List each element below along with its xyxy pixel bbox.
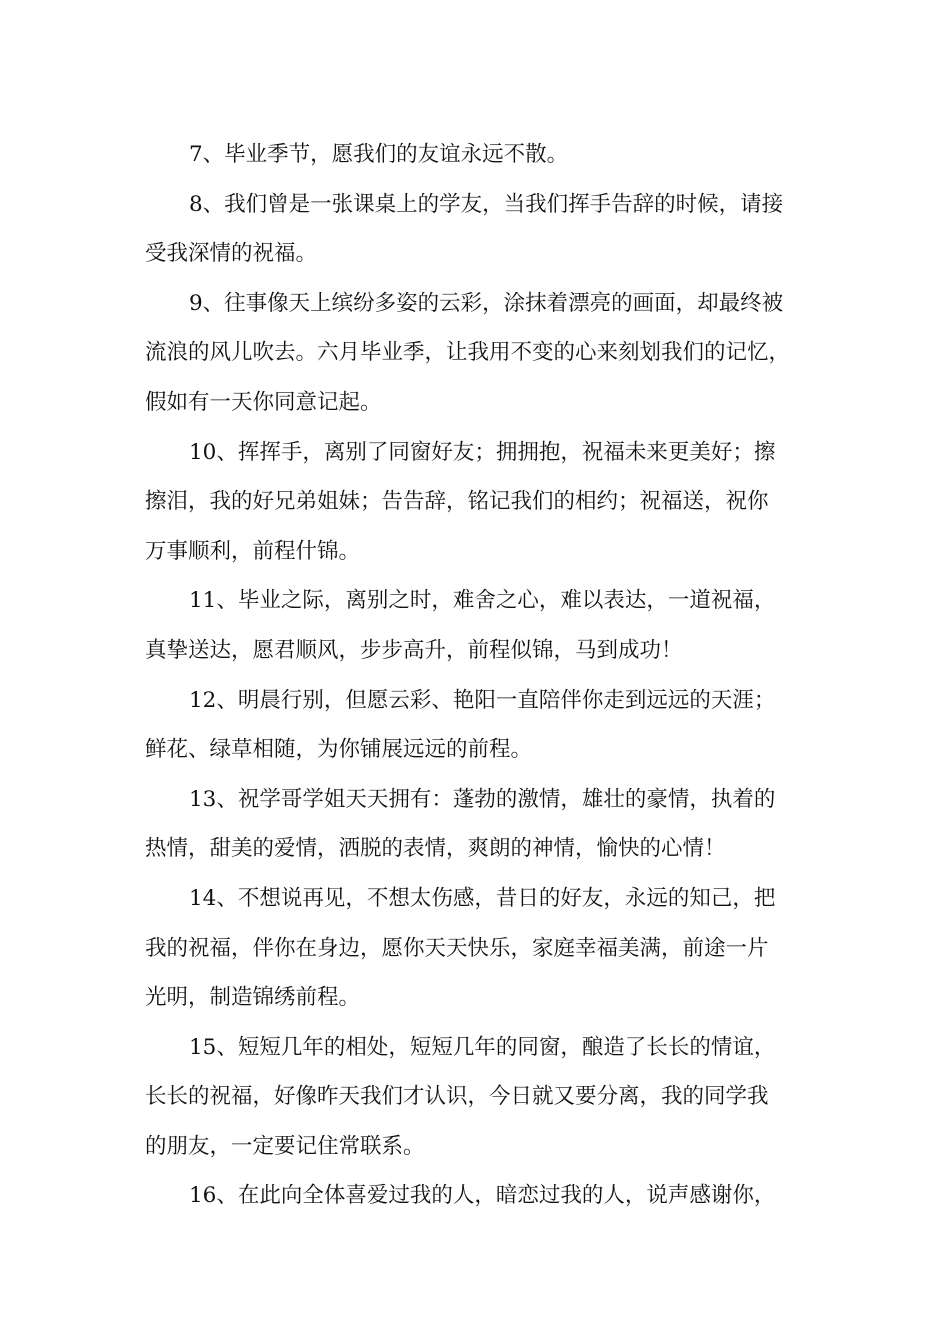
paragraph-7: 7、毕业季节，愿我们的友谊永远不散。: [189, 142, 569, 167]
paragraph-8: 8、我们曾是一张课桌上的学友，当我们挥手告辞的时候，请接 受我深情的祝福。: [145, 191, 784, 267]
document-body: [145, 130, 807, 1221]
paragraph-15: 15、短短几年的相处，短短几年的同窗，酿造了长长的情谊， 长长的祝福，好像昨天我们才认识，今日就又要分离，我的同学我 的朋友，一定要记住常联系。: [145, 1034, 776, 1159]
paragraph-9: 9、往事像天上缤纷多姿的云彩，涂抹着漂亮的画面，却最终被 流浪的风儿吹去。六月毕业季，让我用不变的心来刻划我们的记忆， 假如有一天你同意记起。: [145, 290, 791, 415]
paragraph-16: 16、在此向全体喜爱过我的人，暗恋过我的人，说声感谢你，: [189, 1183, 776, 1209]
paragraph-10: 10、挥挥手，离别了同窗好友；拥拥抱，祝福未来更美好；擦 擦泪，我的好兄弟姐妹；告告辞，铭记我们的相约；祝福送，祝你 万事顺利，前程什锦。: [145, 439, 776, 564]
paragraph-14: 14、不想说再见，不想太伤感，昔日的好友，永远的知己，把 我的祝福，伴你在身边，愿你天天快乐，家庭幸福美满，前途一片 光明，制造锦绣前程。: [145, 885, 776, 1011]
paragraph-11: 11、毕业之际，离别之时，难舍之心，难以表达，一道祝福， 真挚送达，愿君顺风，步步高升，前程似锦，马到成功！: [145, 588, 776, 663]
paragraph-13: 13、祝学哥学姐天天拥有：蓬勃的激情，雄壮的豪情，执着的 热情，甜美的爱情，洒脱的表情，爽朗的神情，愉快的心情！: [145, 786, 776, 862]
paragraph-12: 12、明晨行别，但愿云彩、艳阳一直陪伴你走到远远的天涯； 鲜花、绿草相随，为你铺展远远的前程。: [145, 687, 776, 763]
